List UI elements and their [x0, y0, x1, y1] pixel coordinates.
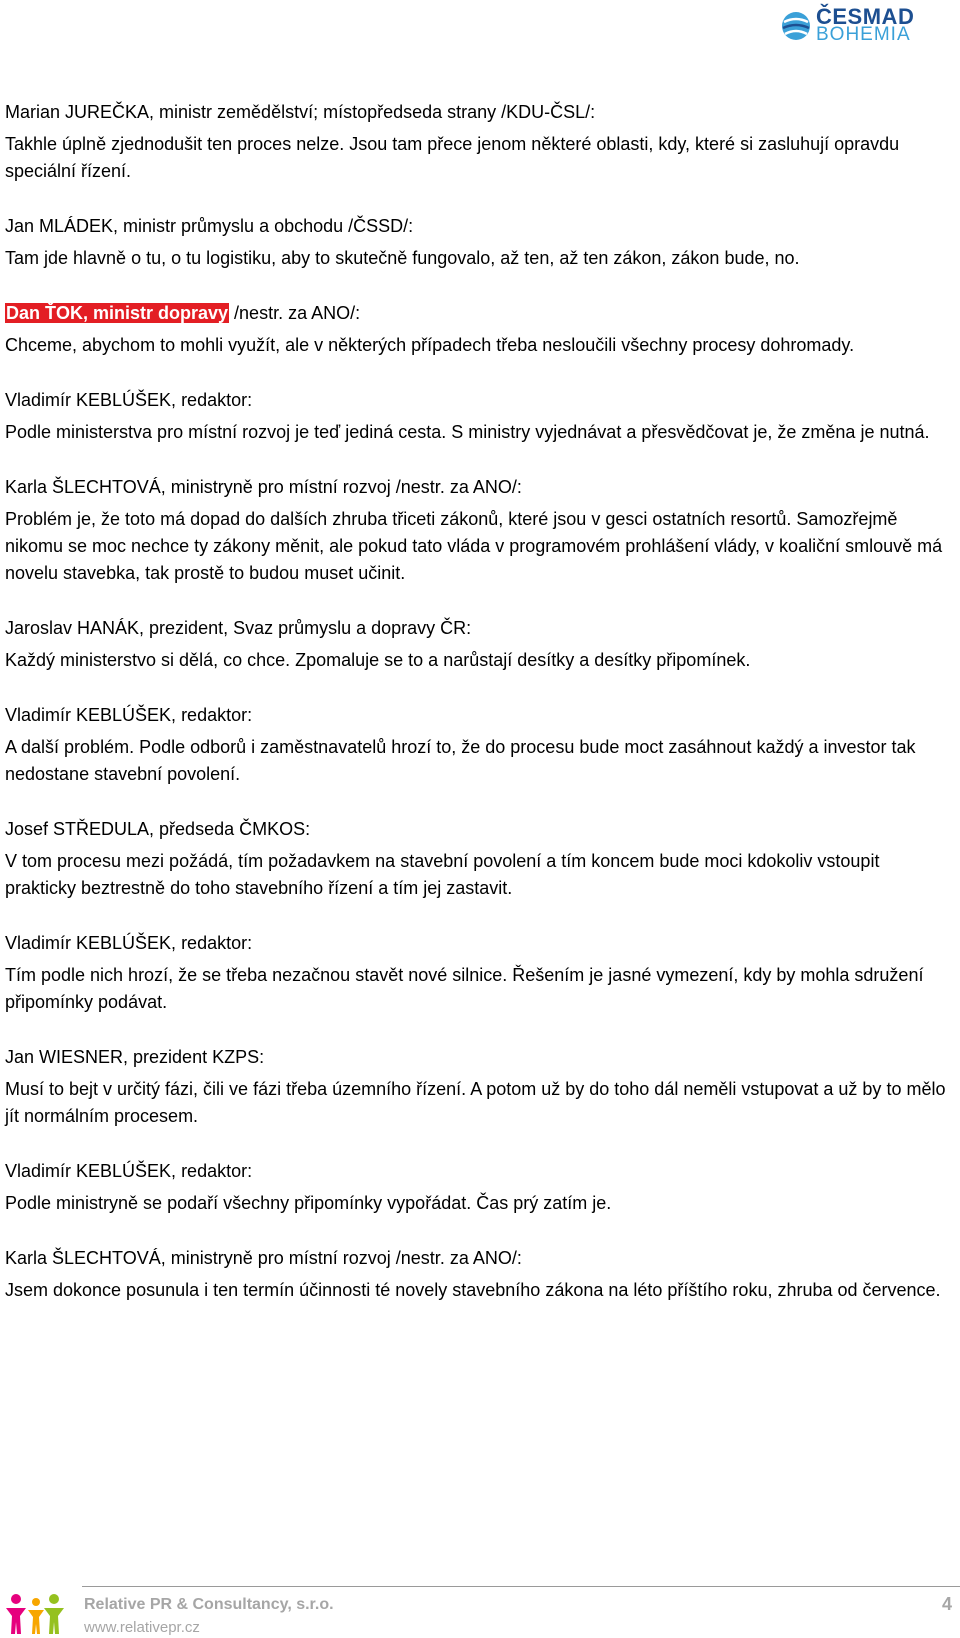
speech-text: Podle ministryně se podaří všechny připomínky vypořádat. Čas prý zatím je. — [5, 1193, 612, 1213]
transcript-block — [5, 1245, 955, 1304]
speech-text: Tím podle nich hrozí, že se třeba nezačnou stavět nové silnice. Řešením je jasné vymezení, kdy by mohla sdružení připomínky podávat. — [5, 965, 924, 1012]
speech-text: Musí to bejt v určitý fázi, čili ve fázi třeba územního řízení. A potom už by do toho dál neměli vstupovat a už by to mělo jít normálním procesem. — [5, 1079, 946, 1126]
globe-logo-icon — [780, 10, 812, 42]
transcript-block — [5, 387, 955, 446]
speaker-line: Karla ŠLECHTOVÁ, ministryně pro místní rozvoj /nestr. za ANO/: — [5, 477, 522, 497]
transcript-block — [5, 816, 955, 902]
speech-text: Problém je, že toto má dopad do dalších zhruba třiceti zákonů, které jsou v gesci ostatních resortů. Samozřejmě nikomu se moc nechce ty zákony měnit, ale pokud tato vláda v programovém prohlášení vlády, v koaliční smlouvě má novelu stavebka, tak prostě to budou muset učinit. — [5, 509, 943, 583]
transcript-block — [5, 1158, 955, 1217]
footer-divider — [82, 1586, 960, 1587]
speaker-line: Jan MLÁDEK, ministr průmyslu a obchodu /ČSSD/: — [5, 216, 414, 236]
transcript-block — [5, 474, 955, 587]
transcript-block — [5, 702, 955, 788]
speaker-line: Jan WIESNER, prezident KZPS: — [5, 1047, 265, 1067]
speaker-line: Jaroslav HANÁK, prezident, Svaz průmyslu a dopravy ČR: — [5, 618, 472, 638]
speech-text: V tom procesu mezi požádá, tím požadavkem na stavební povolení a tím koncem bude moci kdokoliv vstoupit prakticky beztrestně do toho stavebního řízení a tím jej zastavit. — [5, 851, 880, 898]
footer-website-link[interactable]: www.relativepr.cz — [84, 1619, 200, 1636]
speech-text: Tam jde hlavně o tu, o tu logistiku, aby to skutečně fungovalo, až ten, až ten zákon, zákon bude, no. — [5, 248, 800, 268]
speech-text: Takhle úplně zjednodušit ten proces nelze. Jsou tam přece jenom některé oblasti, kdy, které si zasluhují opravdu speciální řízení. — [5, 134, 900, 181]
page-number: 4 — [941, 1594, 952, 1614]
logo-text-bohemia: BOHEMIA — [816, 24, 911, 45]
speaker-line: Vladimír KEBLÚŠEK, redaktor: — [5, 705, 253, 725]
logo-text-cesmad: ČESMAD — [816, 4, 915, 29]
speech-text: Každý ministerstvo si dělá, co chce. Zpomaluje se to a narůstají desítky a desítky připomínek. — [5, 650, 751, 670]
speaker-line — [5, 300, 955, 327]
speech-text: Chceme, abychom to mohli využít, ale v některých případech třeba nesloučili všechny procesy dohromady. — [5, 335, 855, 355]
speaker-line: Josef STŘEDULA, předseda ČMKOS: — [5, 819, 311, 839]
page-footer — [0, 1584, 960, 1638]
highlighted-speaker-name: Dan ŤOK, ministr dopravy — [6, 303, 229, 323]
transcript-block — [5, 1044, 955, 1130]
people-figures-logo-icon — [4, 1592, 66, 1636]
transcript-block — [5, 99, 955, 185]
transcript — [5, 99, 955, 1332]
speaker-affiliation: /nestr. za ANO/: — [229, 303, 361, 323]
transcript-block — [5, 615, 955, 674]
speaker-line: Vladimír KEBLÚŠEK, redaktor: — [5, 390, 253, 410]
speech-text: Jsem dokonce posunula i ten termín účinnosti té novely stavebního zákona na léto příštího roku, zhruba od července. — [5, 1280, 941, 1300]
speech-text: A další problém. Podle odborů i zaměstnavatelů hrozí to, že do procesu bude moct zasáhnout každý a investor tak nedostane stavební povolení. — [5, 737, 916, 784]
transcript-block — [5, 300, 955, 359]
footer-company-name: Relative PR & Consultancy, s.r.o. — [84, 1596, 334, 1613]
speech-text: Podle ministerstva pro místní rozvoj je teď jediná cesta. S ministry vyjednávat a přesvědčovat je, že změna je nutná. — [5, 422, 930, 442]
speaker-line: Karla ŠLECHTOVÁ, ministryně pro místní rozvoj /nestr. za ANO/: — [5, 1248, 522, 1268]
transcript-block — [5, 930, 955, 1016]
speaker-line: Vladimír KEBLÚŠEK, redaktor: — [5, 933, 253, 953]
speaker-line: Marian JUREČKA, ministr zemědělství; místopředseda strany /KDU-ČSL/: — [5, 102, 596, 122]
cesmad-bohemia-logo — [780, 4, 950, 46]
speaker-line: Vladimír KEBLÚŠEK, redaktor: — [5, 1161, 253, 1181]
transcript-block — [5, 213, 955, 272]
